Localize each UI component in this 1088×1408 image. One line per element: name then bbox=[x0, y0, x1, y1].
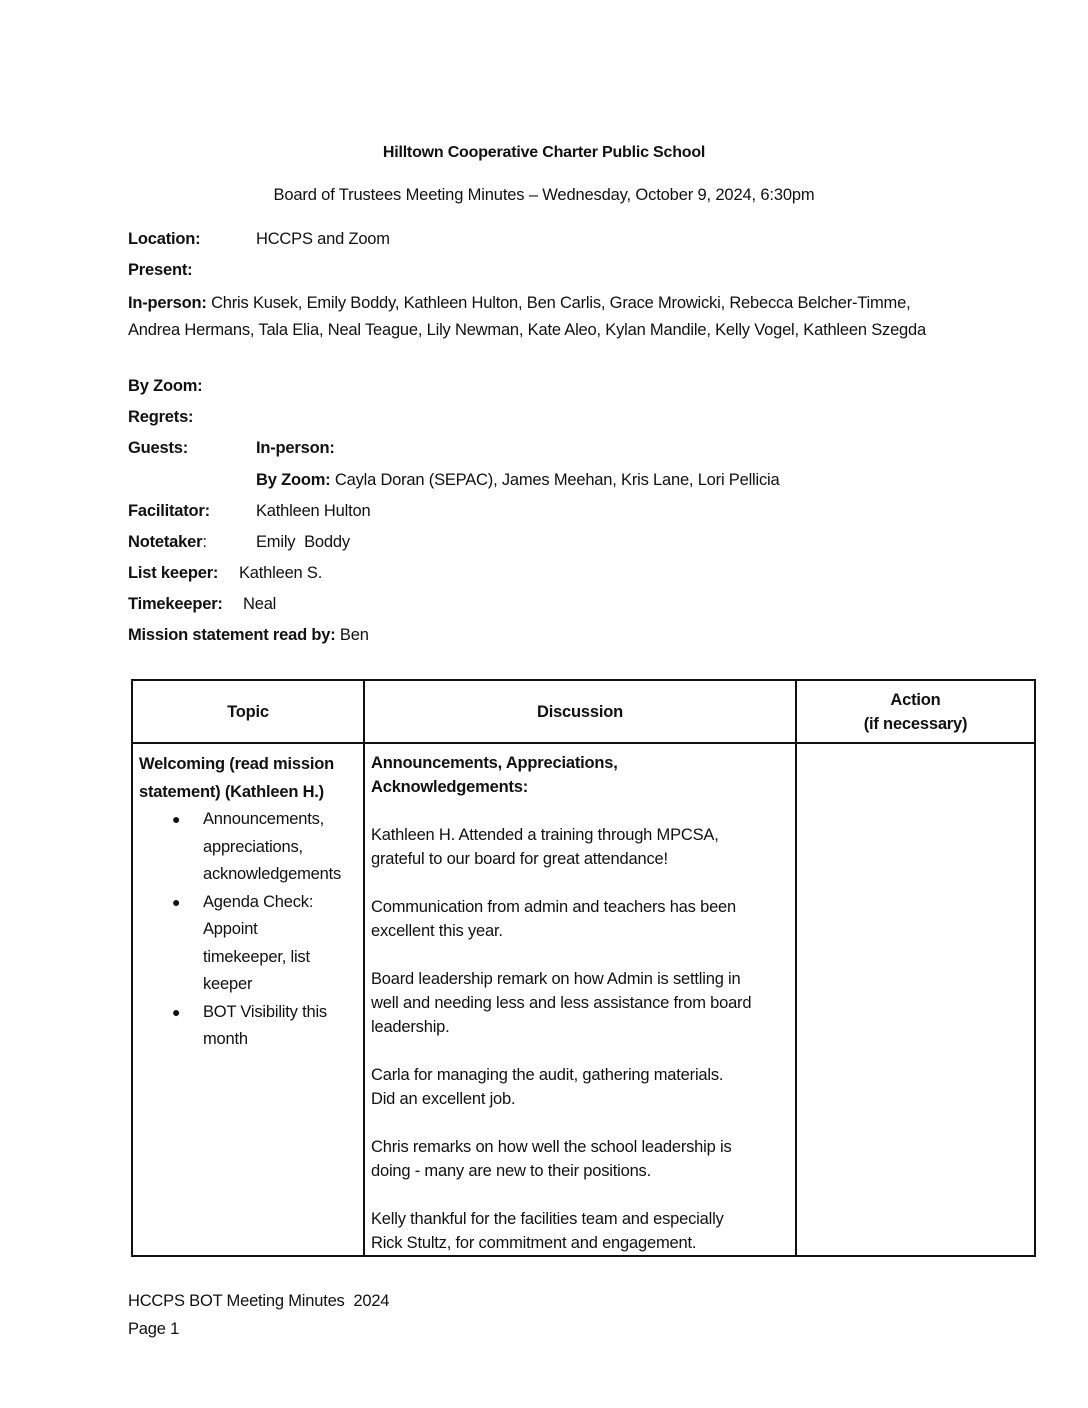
bullet-dot-icon: ● bbox=[172, 811, 181, 827]
header-topic-label: Topic bbox=[227, 702, 269, 721]
discussion-line: Chris remarks on how well the school leadership is bbox=[371, 1138, 732, 1156]
notetaker-colon: : bbox=[202, 533, 207, 551]
discussion-line: Board leadership remark on how Admin is settling in bbox=[371, 970, 741, 988]
discussion-line: excellent this year. bbox=[371, 922, 503, 940]
footer-page-number: Page 1 bbox=[128, 1320, 180, 1338]
list-keeper-field bbox=[128, 563, 323, 583]
regrets-label: Regrets: bbox=[128, 408, 194, 426]
timekeeper-value: Neal bbox=[243, 595, 277, 613]
topic-title-line: statement) (Kathleen H.) bbox=[139, 782, 324, 801]
topic-bullet-item bbox=[139, 999, 361, 1054]
discussion-line: well and needing less and less assistance from board bbox=[371, 994, 752, 1012]
facilitator-label: Facilitator: bbox=[128, 502, 210, 520]
regrets-field bbox=[128, 407, 193, 427]
table-row-discussion-cell bbox=[371, 751, 796, 1255]
discussion-paragraph bbox=[371, 1135, 796, 1183]
bullet-line: keeper bbox=[203, 975, 253, 993]
discussion-heading bbox=[371, 751, 796, 799]
guests-field bbox=[128, 438, 335, 458]
discussion-heading-line: Acknowledgements: bbox=[371, 778, 529, 796]
table-row-action-cell bbox=[797, 744, 1034, 1255]
guests-by-zoom-label: By Zoom: bbox=[256, 471, 331, 489]
bullet-line: appreciations, bbox=[203, 837, 303, 856]
notetaker-label: Notetaker bbox=[128, 533, 203, 551]
in-person-names: Chris Kusek, Emily Boddy, Kathleen Hulton, Ben Carlis, Grace Mrowicki, Rebecca Belcher-Timme, Andrea Hermans, Tala Elia, Neal Teague, Lily Newman, Kate Aleo, Kylan Mandile, Kelly Vogel, Kathleen Szegda bbox=[128, 294, 926, 339]
facilitator-value: Kathleen Hulton bbox=[256, 502, 371, 520]
topic-title-line: Welcoming (read mission bbox=[139, 755, 334, 773]
discussion-line: Communication from admin and teachers has been bbox=[371, 898, 736, 916]
header-action bbox=[797, 681, 1034, 742]
notetaker-field bbox=[128, 532, 350, 552]
discussion-paragraph bbox=[371, 1063, 796, 1111]
by-zoom-label: By Zoom: bbox=[128, 377, 203, 395]
bullet-line: timekeeper, list bbox=[203, 947, 310, 966]
bullet-dot-icon: ● bbox=[172, 893, 181, 910]
bullet-line: Agenda Check: bbox=[203, 892, 314, 911]
header-action-sublabel: (if necessary) bbox=[863, 714, 968, 733]
discussion-line: leadership. bbox=[371, 1018, 450, 1036]
timekeeper-field bbox=[128, 594, 277, 614]
table-divider-vertical bbox=[363, 681, 365, 1255]
document-subtitle: Board of Trustees Meeting Minutes – Wednesday, October 9, 2024, 6:30pm bbox=[273, 186, 815, 204]
mission-statement-value: Ben bbox=[339, 626, 369, 644]
list-keeper-value: Kathleen S. bbox=[239, 564, 323, 582]
footer-document-name: HCCPS BOT Meeting Minutes 2024 bbox=[128, 1292, 390, 1310]
mission-statement-label: Mission statement read by: bbox=[128, 626, 336, 644]
bullet-line: BOT Visibility this bbox=[203, 1002, 327, 1021]
location-label: Location: bbox=[128, 230, 201, 248]
discussion-paragraph bbox=[371, 967, 796, 1039]
guests-by-zoom-names: Cayla Doran (SEPAC), James Meehan, Kris Lane, Lori Pellicia bbox=[334, 471, 780, 489]
discussion-heading-line: Announcements, Appreciations, bbox=[371, 754, 618, 772]
list-keeper-label: List keeper: bbox=[128, 564, 219, 582]
in-person-label: In-person: bbox=[128, 294, 207, 312]
guests-in-person-label: In-person: bbox=[256, 439, 335, 457]
topic-bullet-item bbox=[139, 806, 361, 889]
bullet-line: Appoint bbox=[203, 920, 258, 938]
header-discussion-label: Discussion bbox=[536, 702, 624, 721]
present-label: Present: bbox=[128, 261, 193, 279]
discussion-line: Carla for managing the audit, gathering materials. bbox=[371, 1066, 724, 1084]
header-topic bbox=[133, 681, 363, 742]
mission-statement-field bbox=[128, 625, 369, 645]
discussion-paragraph bbox=[371, 1207, 796, 1255]
discussion-line: doing - many are new to their positions. bbox=[371, 1162, 651, 1180]
notetaker-value: Emily Boddy bbox=[256, 533, 350, 551]
document-title: Hilltown Cooperative Charter Public School bbox=[382, 144, 706, 161]
discussion-line: Kathleen H. Attended a training through MPCSA, bbox=[371, 826, 719, 844]
topic-bullet-list bbox=[139, 806, 361, 1054]
header-action-label: Action bbox=[890, 690, 941, 709]
by-zoom-field bbox=[128, 376, 202, 396]
discussion-line: Kelly thankful for the facilities team and especially bbox=[371, 1210, 724, 1228]
location-field bbox=[128, 229, 390, 249]
discussion-line: Rick Stultz, for commitment and engagement. bbox=[371, 1234, 697, 1252]
facilitator-field bbox=[128, 501, 371, 521]
discussion-line: Did an excellent job. bbox=[371, 1090, 516, 1108]
bullet-dot-icon: ● bbox=[172, 1003, 181, 1020]
topic-bullet-item bbox=[139, 889, 361, 999]
bullet-line: month bbox=[203, 1030, 248, 1048]
present-field bbox=[128, 260, 192, 280]
in-person-attendees bbox=[128, 290, 948, 344]
topic-title bbox=[139, 751, 361, 806]
table-row-topic-cell bbox=[139, 751, 361, 1054]
minutes-table bbox=[131, 679, 1036, 1257]
location-value: HCCPS and Zoom bbox=[256, 230, 390, 248]
discussion-line: grateful to our board for great attendance! bbox=[371, 850, 668, 868]
guests-label: Guests: bbox=[128, 439, 189, 457]
bullet-line: acknowledgements bbox=[203, 865, 342, 883]
timekeeper-label: Timekeeper: bbox=[128, 595, 223, 613]
discussion-paragraph bbox=[371, 823, 796, 871]
bullet-line: Announcements, bbox=[203, 810, 325, 828]
header-discussion bbox=[365, 681, 795, 742]
discussion-paragraph bbox=[371, 895, 796, 943]
guests-by-zoom bbox=[256, 470, 779, 490]
